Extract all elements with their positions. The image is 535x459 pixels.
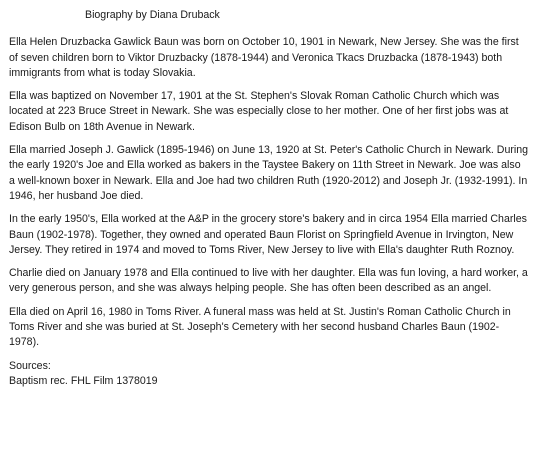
paragraph-later-life: Charlie died on January 1978 and Ella continued to live with her daughter. Ella was fun loving, a hard worker, a very generous person, and she was always helping people. She has often been described as an angel. [9, 267, 528, 295]
paragraph-first-marriage: Ella married Joseph J. Gawlick (1895-1946) on June 13, 1920 at St. Peter's Catholic Church in Newark. During the early 1920's Joe and Ella worked as bakers in the Taystee Bakery on 11th Street in Newark. Joe was also a well-known boxer in Newark. Ella and Joe had two children Ruth (1920-2012) and Joseph Jr. (1932-1991). In 1946, her husband Joe died. [9, 144, 529, 202]
sources-heading: Sources: [9, 359, 51, 372]
sources-section [9, 359, 529, 390]
document-body [9, 8, 529, 389]
paragraph-death: Ella died on April 16, 1980 in Toms River. A funeral mass was held at St. Justin's Roman Catholic Church in Toms River and she was buried at St. Joseph's Cemetery with her second husband Charles Baun (1902-1978). [9, 305, 511, 349]
source-item: Baptism rec. FHL Film 1378019 [9, 374, 158, 387]
paragraph-second-marriage: In the early 1950's, Ella worked at the A&P in the grocery store's bakery and in circa 1954 Ella married Charles Baun (1902-1978). Together, they owned and operated Baun Florist on Springfield Avenue in Irvington, New Jersey. They retired in 1974 and moved to Toms River, New Jersey to live with Ella's daughter Ruth Roznoy. [9, 213, 527, 256]
document-title: Biography by Diana Druback [85, 9, 220, 21]
paragraph-baptism: Ella was baptized on November 17, 1901 at the St. Stephen's Slovak Roman Catholic Church which was located at 223 Bruce Street in Newark. She was especially close to her mother. One of her first jobs was at Edison Bulb on 18th Avenue in Newark. [9, 90, 509, 133]
paragraph-birth: Ella Helen Druzbacka Gawlick Baun was born on October 10, 1901 in Newark, New Jersey. She was the first of seven children born to Viktor Druzbacky (1878-1944) and Veronica Tkacs Druzbacka (1878-1943) both immigrants from what is today Slovakia. [9, 36, 519, 79]
